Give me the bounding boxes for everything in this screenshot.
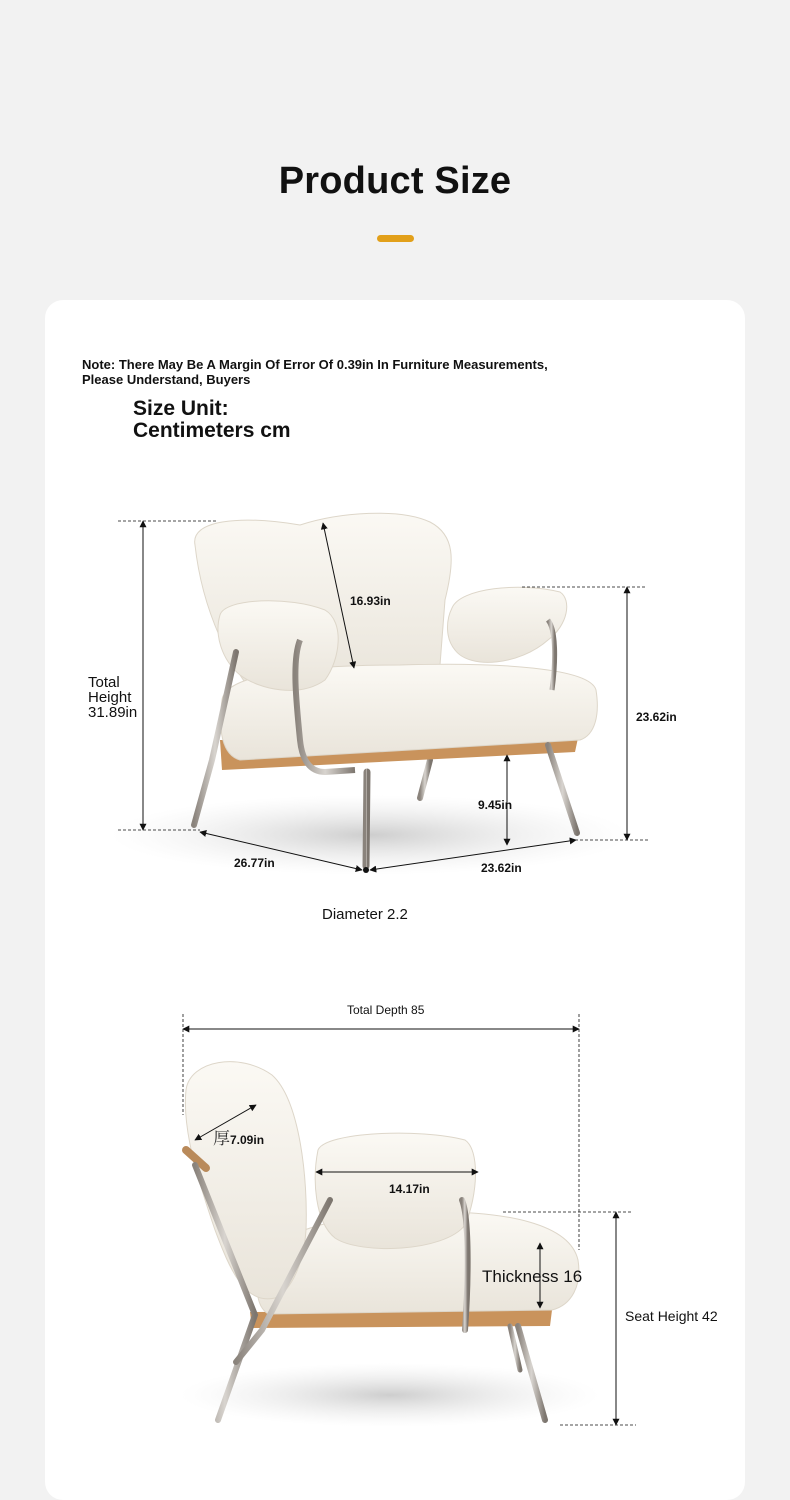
width-right-label: 23.62in xyxy=(481,861,522,875)
total-height-line-1: Total xyxy=(88,674,120,691)
size-unit-label: Size Unit: xyxy=(133,397,229,420)
front-chair-illustration xyxy=(110,513,630,875)
cushion-thickness-label xyxy=(213,1124,264,1149)
under-seat-height-label: 9.45in xyxy=(478,798,513,812)
pillow-width-label: 14.17in xyxy=(389,1182,430,1196)
total-height-line-2: Height xyxy=(88,689,132,706)
total-height-label xyxy=(88,675,137,720)
note-line-2: Please Understand, Buyers xyxy=(82,372,251,387)
size-unit-value: Centimeters cm xyxy=(133,419,291,442)
arm-height-label: 23.62in xyxy=(636,710,677,724)
total-height-value: 31.89in xyxy=(88,704,138,721)
leg-diameter-label: Diameter 2.2 xyxy=(322,906,408,923)
note-line-1: Note: There May Be A Margin Of Error Of 0.39in In Furniture Measurements, xyxy=(82,357,548,372)
cushion-thickness-prefix: 厚 xyxy=(213,1129,230,1148)
page-title: Product Size xyxy=(278,160,512,202)
seat-thickness-label: Thickness 16 xyxy=(482,1267,583,1286)
cushion-thickness-value: 7.09in xyxy=(230,1133,265,1147)
total-depth-label: Total Depth 85 xyxy=(347,1003,425,1017)
side-chair-illustration xyxy=(180,1062,600,1427)
width-left-label: 26.77in xyxy=(234,856,275,870)
backrest-height-label: 16.93in xyxy=(350,594,391,608)
seat-height-label: Seat Height 42 xyxy=(625,1308,718,1324)
